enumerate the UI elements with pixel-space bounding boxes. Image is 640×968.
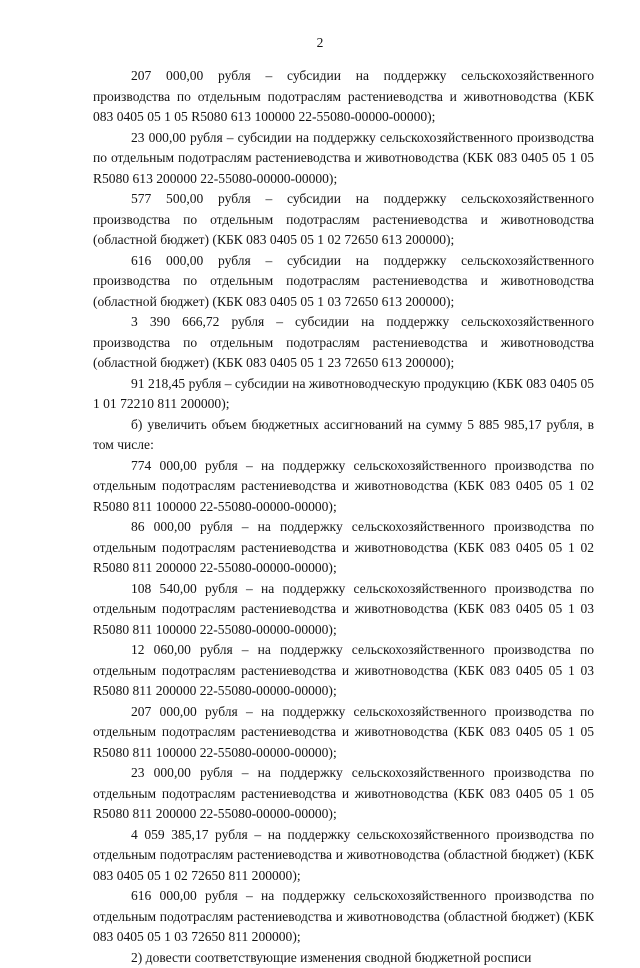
paragraph-subsidy-23000-613-200000: 23 000,00 рубля – субсидии на поддержку сельскохозяйственного производства по отдельным подотраслям растениеводства и животноводства (КБК 083 0405 05 1 05 R5080 613 200000 22-55080-00000-00000);: [93, 128, 594, 190]
paragraph-subsidy-577500-regional: 577 500,00 рубля – субсидии на поддержку сельскохозяйственного производства по отдельным подотраслям растениеводства и животноводства (областной бюджет) (КБК 083 0405 05 1 02 72650 613 200000);: [93, 189, 594, 251]
document-body: [93, 66, 594, 968]
paragraph-support-616000-regional: 616 000,00 рубля – на поддержку сельскохозяйственного производства по отдельным подотраслям растениеводства и животноводства (областной бюджет) (КБК 083 0405 05 1 03 72650 811 200000);: [93, 886, 594, 948]
page-number: 2: [0, 35, 640, 51]
paragraph-support-774000: 774 000,00 рубля – на поддержку сельскохозяйственного производства по отдельным подотраслям растениеводства и животноводства (КБК 083 0405 05 1 02 R5080 811 100000 22-55080-00000-00000);: [93, 456, 594, 518]
paragraph-support-23000: 23 000,00 рубля – на поддержку сельскохозяйственного производства по отдельным подотраслям растениеводства и животноводства (КБК 083 0405 05 1 05 R5080 811 200000 22-55080-00000-00000);: [93, 763, 594, 825]
paragraph-increase-allocations: б) увеличить объем бюджетных ассигнований на сумму 5 885 985,17 рубля, в том числе:: [93, 415, 594, 456]
paragraph-support-207000: 207 000,00 рубля – на поддержку сельскохозяйственного производства по отдельным подотраслям растениеводства и животноводства (КБК 083 0405 05 1 05 R5080 811 100000 22-55080-00000-00000);: [93, 702, 594, 764]
paragraph-support-108540: 108 540,00 рубля – на поддержку сельскохозяйственного производства по отдельным подотраслям растениеводства и животноводства (КБК 083 0405 05 1 03 R5080 811 100000 22-55080-00000-00000);: [93, 579, 594, 641]
paragraph-support-4059385-regional: 4 059 385,17 рубля – на поддержку сельскохозяйственного производства по отдельным подотраслям растениеводства и животноводства (областной бюджет) (КБК 083 0405 05 1 02 72650 811 200000);: [93, 825, 594, 887]
paragraph-subsidy-3390666-regional: 3 390 666,72 рубля – субсидии на поддержку сельскохозяйственного производства по отдельным подотраслям растениеводства и животноводства (областной бюджет) (КБК 083 0405 05 1 23 72650 613 200000);: [93, 312, 594, 374]
paragraph-subsidy-207000-613-100000: 207 000,00 рубля – субсидии на поддержку сельскохозяйственного производства по отдельным подотраслям растениеводства и животноводства (КБК 083 0405 05 1 05 R5080 613 100000 22-55080-00000-00000);: [93, 66, 594, 128]
paragraph-support-86000: 86 000,00 рубля – на поддержку сельскохозяйственного производства по отдельным подотраслям растениеводства и животноводства (КБК 083 0405 05 1 02 R5080 811 200000 22-55080-00000-00000);: [93, 517, 594, 579]
paragraph-support-12060: 12 060,00 рубля – на поддержку сельскохозяйственного производства по отдельным подотраслям растениеводства и животноводства (КБК 083 0405 05 1 03 R5080 811 200000 22-55080-00000-00000);: [93, 640, 594, 702]
paragraph-item-2: 2) довести соответствующие изменения сводной бюджетной росписи: [93, 948, 594, 968]
paragraph-subsidy-livestock: 91 218,45 рубля – субсидии на животноводческую продукцию (КБК 083 0405 05 1 01 72210 811 200000);: [93, 374, 594, 415]
paragraph-subsidy-616000-regional: 616 000,00 рубля – субсидии на поддержку сельскохозяйственного производства по отдельным подотраслям растениеводства и животноводства (областной бюджет) (КБК 083 0405 05 1 03 72650 613 200000);: [93, 251, 594, 313]
